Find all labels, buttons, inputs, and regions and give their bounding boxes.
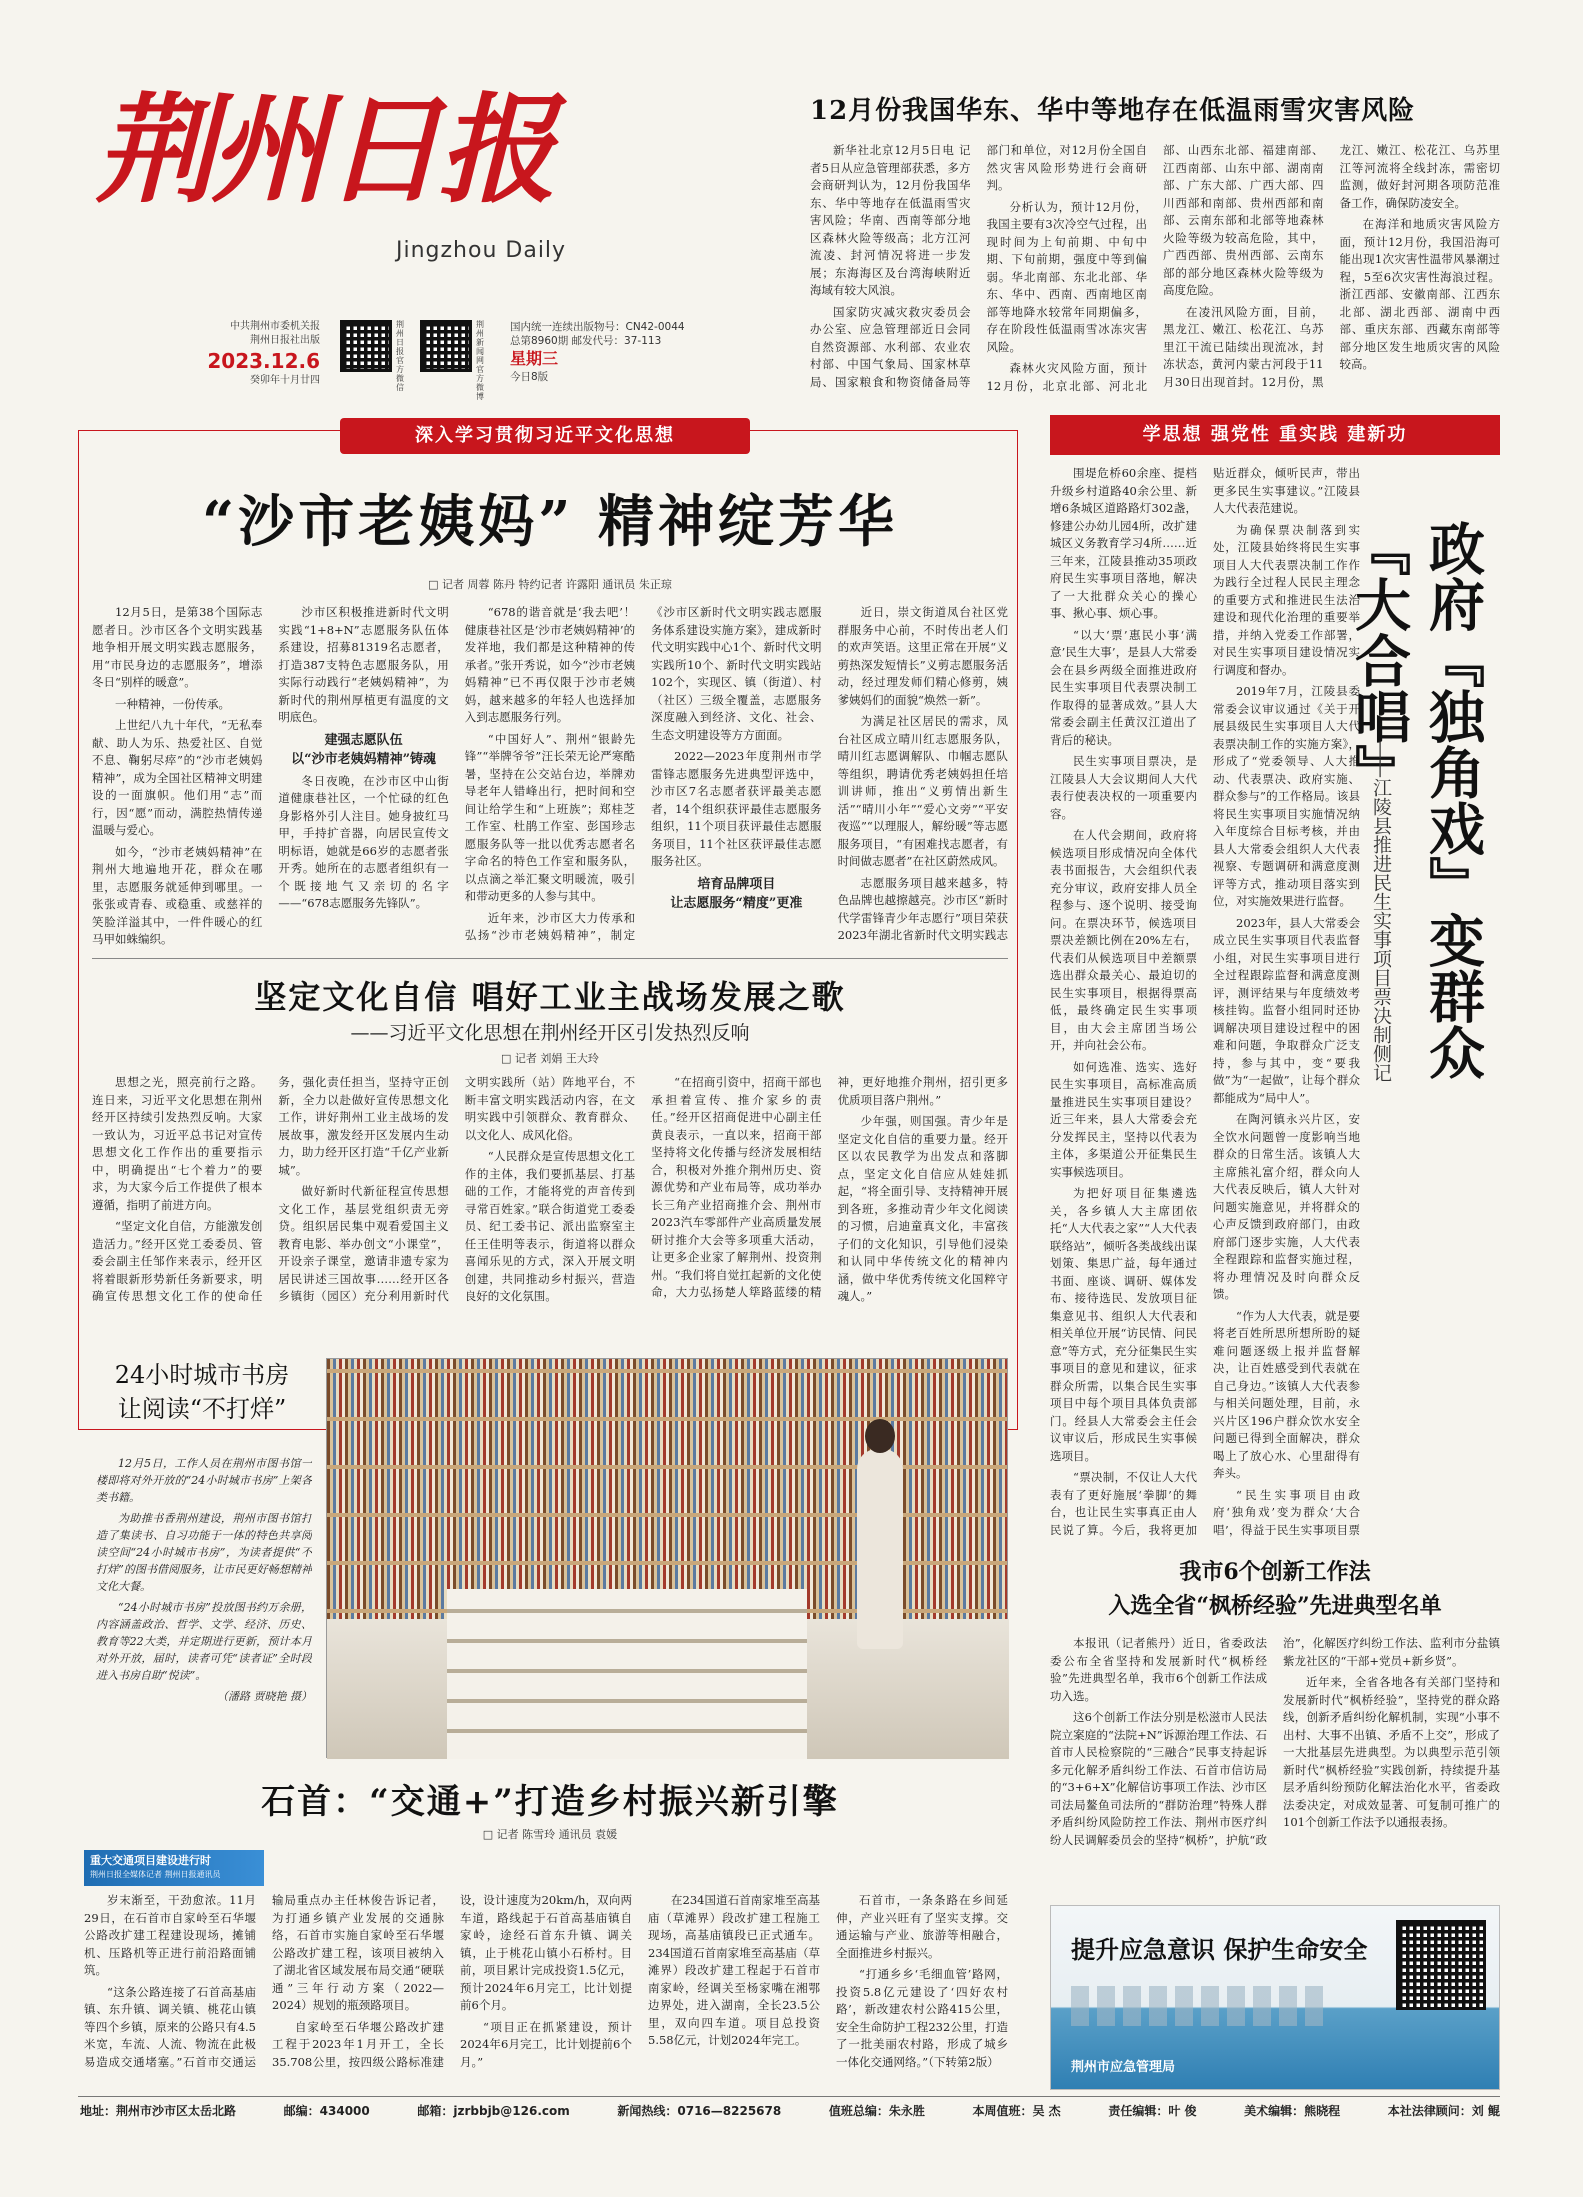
librarian-figure <box>857 1449 903 1649</box>
top-news-para: 国家防灾减灾救灾委员会办公室、应急管理部近日会同自然资源部、水利部、农业农村部、中国气象局、国家林草局、国家粮食和物资储备局等部门和单位，对12月份全国自然灾害风险形势进行会商研判。 <box>810 143 1147 389</box>
sidebar-para: “民生实事项目由政府‘独角戏’变为群众‘大合唱’，得益于民生实事项目票 <box>1213 1487 1360 1537</box>
feature-para: 如今，“沙市老姨妈精神”在荆州大地遍地开花，群众在哪里，志愿服务就延伸到哪里。一张张或青春、或稳重、或慈祥的笑脸洋溢其中，一件件暖心的红马甲如蛛编织。 <box>92 844 263 946</box>
village-para: 石首市，一条条路在乡间延伸，产业兴旺有了坚实支撑。交通运输与产业、旅游等相融合，全面推进乡村振兴。 <box>836 1893 1008 1960</box>
reading-steps <box>447 1589 807 1759</box>
village-headline[interactable]: 石首：“交通+”打造乡村振兴新引擎 <box>261 1782 839 1822</box>
sidebar-para: “作为人大代表，就是要将老百姓所思所想所盼的疑难问题逐级上报并监督解决，让百姓感受到代表就在自己身边。”该镇人大代表参与相关问题处理，目前，永兴片区196户群众饮水安全问题已得到全面解决，群众喝上了放心水、心里甜得有奔头。 <box>1213 1308 1360 1480</box>
sidebar-body <box>1050 465 1360 1555</box>
top-news <box>810 90 1500 425</box>
sidebar-banner-text: 学思想 强党性 重实践 建新功 <box>1142 424 1408 445</box>
culture-byline: □ 记者 刘娟 王大玲 <box>501 1052 599 1065</box>
village-inline-banner-title: 重大交通项目建设进行时 <box>90 1854 211 1867</box>
sidebar-para: 民生实事项目票决，是江陵县人大会议期间人大代表行使表决权的一项重要内容。 <box>1050 754 1197 821</box>
feature-para: 志愿服务项目越来越多，特色品牌也越擦越亮。沙市区“新时代学雷锋青少年志愿行”项目荣获2023年湖北省新时代文明实践志 <box>837 875 1008 942</box>
sidebar-para: 在人代会期间，政府将候选项目形成情况向全体代表书面报告，大会组织代表充分审议，政府安排人员全程参与、逐个说明、接受询问。在票决环节，候选项目票决差额比例在20%左右，代表们从候选项目中差额票选出群众最关心、最迫切的民生实事项目，根据得票高低，最终确定民生实事项目，由大会主席团当场公开，并向社会公布。 <box>1050 828 1197 1052</box>
top-news-para: 在凌汛风险方面，目前，黑龙江、嫩江、松花江、乌苏里江干流已陆续出现流冰，封冻状态，黄河内蒙古河段于11月30日出现首封。12月份，黑龙江、嫩江、松花江、乌苏里江等河流将全线封冻，需密切监测，做好封河期各项防范准备工作，确保防凌安全。 <box>1163 143 1500 389</box>
feature-banner <box>340 418 750 454</box>
footer-duty-editor: 本周值班：吴 杰 <box>972 2104 1061 2118</box>
sidebar-para: 为把好项目征集遴选关，各乡镇人大主席团依托“人大代表之家”“人大代表联络站”，倾听各类战线出谋划策、集思广益，每年通过书面、座谈、调研、媒体发布、接待选民、发放项目征集意见书、组织人大代表和相关单位开展“访民情、问民意”等方式，充分征集民生实事项目的意见和建议，征求群众所需，以集合民生实事项目中每个项目具体负责部门。经县人大常委会主任会议审议后，形成民生实事候选项目。 <box>1050 1186 1197 1463</box>
bookstore-photo[interactable] <box>326 1358 1008 1758</box>
footer-hotline: 新闻热线：0716—8225678 <box>617 2104 782 2118</box>
footer-editor: 责任编辑：叶 俊 <box>1108 2104 1197 2118</box>
cn-number: 国内统一连续出版物号：CN42-0044 <box>510 321 685 333</box>
bookstore-caption-para: “24小时城市书房”投放图书约万余册，内容涵盖政治、哲学、文学、经济、历史、教育等22大类，并定期进行更新，预计本月对外开放，届时，读者可凭“读者证”全时段进入书房自助“悦读”。 <box>96 1601 312 1682</box>
footer-email[interactable]: 邮箱：jzrbbjb@126.com <box>417 2104 570 2118</box>
culture-para: 少年强，则国强。青少年是坚定文化自信的重要力量。经开区以农民教学为出发点和落脚点，坚定文化自信应从娃娃抓起，“将全面引导、支持精神开展到各班，多推动青少年文化阅读的习惯，启迪童真文化，丰富孩子们的文化知识，引导他们浸染和认同中华传统文化的精神内涵，做中华优秀传统文化国粹守魂人。” <box>837 1114 1008 1303</box>
sidebar-title-line: 变群众 <box>1420 912 1486 1080</box>
today-pages: 今日8版 <box>510 371 549 383</box>
top-news-body <box>810 142 1500 422</box>
qr-caption-wechat: 荆州日报官方微信 <box>396 320 404 392</box>
fengqiao-headline[interactable]: 我市6个创新工作法 入选全省“枫桥经验”先进典型名单 <box>1108 1559 1442 1619</box>
culture-para: “人民群众是宣传思想文化工作的主体，我们要抓基层、打基础的工作，才能将党的声音传到寻常百姓家。”联合街道党工委委员、纪工委书记、派出监察室主任王佳明等表示，街道将以群众喜闻乐见的方式，深入开展文明创建，共同推动乡村振兴，营造良好的文化氛围。 <box>464 1149 636 1303</box>
village-body <box>84 1892 1008 2087</box>
fengqiao-body <box>1050 1635 1500 1895</box>
feature-para: 为满足社区居民的需求，凤台社区成立晴川红志愿服务队，晴川红志愿调解队、巾帼志愿队等组织，聘请优秀老姨妈担任培训讲师，推出“义剪情出新生活”“晴川小年”“爱心文旁”“平安夜巡”“以理服人，解纷暖”等志愿服务项目，“有困难找志愿者，有时间做志愿者”在社区蔚然成风。 <box>837 714 1008 868</box>
sidebar-title-line: 政府 <box>1420 520 1486 632</box>
safety-ad-qr[interactable] <box>1396 1920 1486 2010</box>
top-news-para: 分析认为，预计12月份，我国主要有3次冷空气过程，出现时间为上旬前期、中旬中期、下旬前期，强度中等到偏弱。华北南部、东北北部、华东、华中、西南、西南地区南部等地降水较常年同期偏多，存在阶段性低温雨雪冰冻灾害风险。 <box>986 199 1147 354</box>
feature-para: 上世纪八九十年代，“无私奉献、助人为乐、热爱社区、自觉不息、鞠躬尽瘁”的“沙市老姨妈精神”，成为全国社区精神文明建设的一面旗帜。他们用“志”而行，因“愿”而动，满腔热情传递温暖与爱心。 <box>92 718 263 837</box>
sidebar-para: 2023年，县人大常委会成立民生实事项目代表监督小组，对民生实事项目进行全过程跟踪监督和满意度测评，测评结果与年度绩效考核挂钩。监督小组同时还协调解决项目建设过程中的困难和问题，争取群众广泛支持，参与其中，变“要我做”为“一起做”，让每个群众都能成为“局中人”。 <box>1213 915 1360 1105</box>
logo: 荆州日报 <box>96 80 553 219</box>
culture-headline[interactable]: 坚定文化自信 唱好工业主战场发展之歌 <box>254 978 846 1016</box>
footer-legal: 本社法律顾问：刘 鲲 <box>1387 2104 1500 2118</box>
sidebar-para: 为确保票决制落到实处，江陵县始终将民生实事项目人大代表票决制工作作为践行全过程人民民主理念的重要方式和推进民生法治建设和现代化治理的重要举措，并纳入党委工作部署，对民生实事项目建设情况实行调度和督办。 <box>1213 522 1360 677</box>
logo-pinyin: Jingzhou Daily <box>396 238 567 263</box>
sidebar-para: 如何选准、选实、选好民生实事项目，高标准高质量推进民生实事项目建设？近三年来，县人大常委会充分发挥民主，坚持以代表为主体，多渠道公开征集民生实事候选项目。 <box>1050 1059 1197 1179</box>
fengqiao-para: 本报讯（记者熊丹）近日，省委政法委公布全省坚持和发展新时代“枫桥经验”先进典型名单，我市6个创新工作法成功入选。 <box>1050 1636 1267 1703</box>
culture-para: 思想之光，照亮前行之路。连日来，习近平文化思想在荆州经开区持续引发热烈反响。大家一致认为，习近平总书记对宣传思想文化工作作出的重要指示中，明确提出“七个着力”的要求，为大家今后工作提供了根本遵循，指明了前进方向。 <box>92 1075 263 1212</box>
feature-subhead: 建强志愿队伍 以“沙市老姨妈精神”铸魂 <box>291 732 437 767</box>
feature-banner-text: 深入学习贯彻习近平文化思想 <box>415 425 675 446</box>
feature-para: 冬日夜晚，在沙市区中山街道健康巷社区，一个忙碌的红色身影格外引人注目。她身披红马甲，手持扩音器，向居民宣传文明标语，她就是66岁的志愿者张开秀。她所在的志愿者组织有一个既接地气又亲切的名字——“678志愿服务先锋队”。 <box>278 773 449 910</box>
footer-art-editor: 美术编辑：熊晓程 <box>1244 2104 1341 2118</box>
bookstore-headline[interactable]: 24小时城市书房 让阅读“不打烊” <box>114 1361 290 1423</box>
sidebar-title-line: 『独角戏』 <box>1420 632 1486 912</box>
bookstore-caption-lead: 12月5日，工作人员在荆州市图书馆一楼即将对外开放的“24小时城市书房”上架各类书籍。 <box>96 1457 312 1504</box>
sidebar-para: “以大‘票’惠民小事‘满意’民生大事’，是县人大常委会在县乡两级全面推进政府民生实事项目代表票决制工作取得的显著成效。”县人大常委会副主任黄汉江道出了背后的秘诀。 <box>1050 627 1197 747</box>
culture-para: 做好新时代新征程宣传思想文化工作，基层党组织责无旁贷。组织居民集中观看爱国主义教育电影、举办创文“小课堂”，开设亲子课堂，邀请非遗专家为居民讲述三国故事……经开区各乡镇街（园区）充分利用新时代文明实践所（站）阵地平台，不断丰富文明实践活动内容，在文明实践中引领群众、教育群众、以文化人、成风化俗。 <box>278 1075 636 1303</box>
village-para: 自家岭至石华堰公路改扩建工程于2023年1月开工，全长35.708公里，按四级公路标准建设，设计速度为20km/h，双向两车道，路线起于石首高基庙镇自家岭，途经石首东升镇、调关镇，止于桃花山镇小石桥村。目前，项目累计完成投资1.5亿元，预计2024年6月完工，比计划提前6个月。 <box>272 1893 632 2069</box>
footer <box>80 2102 1500 2126</box>
divider <box>92 958 1008 959</box>
feature-para: 近日，崇文街道凤台社区党群服务中心前，不时传出老人们的欢声笑语。这里正常在开展“义剪热深发短情长”义剪志愿服务活动，经过理发师们精心修剪，姨爹姨妈们的面貌“焕然一新”。 <box>837 605 1008 707</box>
footer-chief-editor: 值班总编：朱永胜 <box>828 2104 925 2118</box>
sidebar-para: 2019年7月，江陵县委常委会议审议通过《关于开展县级民生实事项目人大代表票决制工作的实施方案》，形成了“党委领导、人大推动、代表票决、政府实施、群众参与”的工作格局。该县将民生实事项目实施情况纳入年度综合目标考核，并由县人大常委会组织人大代表视察、专题调研和满意度测评等方式，推动项目落实到位，对实施效果进行监督。 <box>1213 684 1360 908</box>
village-para: 岁末渐至，干劲愈浓。11月29日，在石首市自家岭至石华堰公路改扩建工程建设现场，摊铺机、压路机等正进行前沿路面铺筑。 <box>84 1893 256 1977</box>
top-news-para: 在海洋和地质灾害风险方面，预计12月份，我国沿海可能出现1次灾害性温带风暴潮过程，5至6次灾害性海浪过程。浙江西部、安徽南部、江西东北部、湖北西部、湖南中西部、重庆东部、西藏东南部等部分地区发生地质灾害的风险较高。 <box>1339 217 1500 371</box>
sidebar-para: 围堤危桥60余座、提档升级乡村道路40余公里、新增6条城区道路路灯302盏，修建公办幼儿园4所，改扩建城区义务教育学习4所……近三年来，江陵县推动35项政府民生实事项目落地，解决了一大批群众关心的操心事、揪心事、烦心事。 <box>1050 466 1197 620</box>
qr-code-wechat[interactable] <box>340 320 392 372</box>
feature-byline: □ 记者 周蓉 陈丹 特约记者 许露阳 通讯员 朱正琼 <box>428 578 672 591</box>
photo-credit: （潘路 贾晓艳 摄） <box>217 1690 312 1703</box>
culture-subheadline: ——习近平文化思想在荆州经开区引发热烈反响 <box>350 1022 750 1044</box>
village-inline-banner <box>84 1850 264 1886</box>
weekday: 星期三 <box>510 349 559 368</box>
top-news-para: 新华社北京12月5日电 记者5日从应急管理部获悉，多方会商研判认为，12月份我国华东、华中等地存在低温雨雪灾害风险；华南、西南等部分地区森林火险等级高；北方江河流凌、封河情况将进一步发展；东海海区及台湾海峡附近海域有较大风浪。 <box>810 143 971 297</box>
culture-body <box>92 1074 1008 1324</box>
sidebar-para: 在陶河镇永兴片区，安全饮水问题曾一度影响当地群众的日常生活。该镇人大主席熊礼富介绍，群众向人大代表反映后，镇人大针对问题实施意见，并将群众的心声反馈到政府部门，由政府部门逐步实施，人大代表全程跟踪和监督实施过程，将办理情况及时向群众反馈。 <box>1213 1112 1360 1301</box>
culture-para: “在招商引资中，招商干部也承担着宣传、推介家乡的责任。”经开区招商促进中心副主任黄良表示，一直以来，招商干部坚持将文化传播与经济发展相结合，积极对外推介荆州历史、资源优势和产业布局等，成功举办长三角产业招商推介会、荆州市2023汽车零部件产业高质量发展研讨推介大会等多项重大活动，让更多企业家了解荆州、投资荆州。“我们将自觉扛起新的文化使命，大力弘扬楚人筚路蓝缕的精神，更好地推介荆州，招引更多优质项目落户荆州。” <box>651 1075 1008 1299</box>
village-para: “打通乡乡‘毛细血管’路网，投资5.8亿元建设了‘四好农村路’，新改建农村公路415公里，安全生命防护工程232公里，打造了一批美丽农村路，形成了城乡一体化交通网络。”（下转第2版） <box>836 1967 1008 2069</box>
village-byline: □ 记者 陈雪玲 通讯员 袁媛 <box>482 1828 618 1841</box>
village-inline-banner-sub: 荆州日报全媒体记者 荆州日报通讯员 <box>90 1870 221 1879</box>
safety-ad-org: 荆州市应急管理局 <box>1071 2060 1176 2075</box>
masthead-info <box>190 320 810 404</box>
issue-number: 总第8960期 邮发代号：37-113 <box>510 335 662 347</box>
sidebar-para: “票决制，不仅让人大代表有了更好施展‘拳脚’的舞台，也让民生实事真正由人民说了算。今后，我将更加贴近群众，倾听民声，带出更多民生实事建议。”江陵县人大代表范建说。 <box>1050 466 1360 1537</box>
lunar-date: 癸卯年十月廿四 <box>250 375 320 386</box>
village-para: “这条公路连接了石首高基庙镇、东升镇、调关镇、桃花山镇等四个乡镇，原来的公路只有4.5米宽，车流、人流、物流在此极易造成交通堵塞。”石首市交通运输局重点办主任林俊告诉记者，为打通乡镇产业发展的交通脉络，石首市实施自家岭至石华堰公路改扩建工程，该项目被纳入了湖北省区域发展布局交通“硬联通”三年行动方案（2022—2024）规划的瓶颈路项目。 <box>84 1893 444 2069</box>
librarian-head <box>865 1419 895 1453</box>
feature-body <box>92 604 1008 949</box>
sidebar-title-line: 『大合唱』 <box>1346 520 1412 800</box>
qr-caption-weibo: 荆州新闻网官方微博 <box>476 320 484 401</box>
feature-para: 沙市区积极推进新时代文明实践“1+8+N”志愿服务队伍体系建设，招募81319名志愿者，打造387支特色志愿服务队，用实际行动践行“老姨妈精神”，为新时代的荆州厚植更有温度的文明底色。 <box>278 605 449 724</box>
feature-subhead: 培育品牌项目 让志愿服务“精度”更准 <box>670 876 803 911</box>
safety-ad-slogan: 提升应急意识 保护生命安全 <box>1071 1935 1368 1964</box>
feature-para: 12月5日，是第38个国际志愿者日。沙市区各个文明实践基地争相开展文明实践志愿服务，用“市民身边的志愿服务”，增添冬日“别样的暖意”。 <box>92 605 263 689</box>
publisher-line1: 中共荆州市委机关报 <box>230 321 320 332</box>
footer-postcode: 邮编：434000 <box>283 2104 370 2118</box>
village-para: 在234国道石首南家堆至高基庙（草滩界）段改扩建工程施工现场，高基庙镇段已正式通车。234国道石首南家堆至高基庙（草滩界）段改扩建工程起于石首市南家岭，经调关至杨家嘴在湘鄂边界处，进入湖南，全长23.5公里，双向四车道。项目总投资5.58亿元，计划2024年完工。 <box>648 1893 820 2047</box>
fengqiao-para: 这6个创新工作法分别是松滋市人民法院立案庭的“法院+N”诉源治理工作法、石首市人民检察院的“三融合”民事支持起诉多元化解矛盾纠纷工作法、石首市信访局的“3+6+X”化解信访事项工作法、沙市区司法局鳌鱼司法所的“群防治理”特殊人群矛盾纠纷风险防控工作法、荆州市医疗纠纷人民调解委员会的坚持“枫桥”，护航“政治”，化解医疗纠纷工作法、监利市分盐镇紫龙社区的“干部+党员+新乡贤”。 <box>1050 1636 1500 1847</box>
bookstore-caption-para: 为助推书香荆州建设，荆州市图书馆打造了集读书、自习功能于一体的特色共享阅读空间“24小时城市书房”，为读者提供“不打烊”的图书借阅服务，让市民更好畅想精神文化大餐。 <box>96 1512 312 1593</box>
footer-rule <box>78 2096 1500 2097</box>
publisher-line2: 荆州日报社出版 <box>250 335 320 346</box>
qr-code-weibo[interactable] <box>420 320 472 372</box>
culture-para: “坚定文化自信，方能激发创造活力。”经开区党工委委员、管委会副主任邹作来表示，经开区将着眼新形势新任务新要求，明确宣传思想文化工作的使命任务，强化责任担当，坚持守正创新，全力以赴做好宣传思想文化工作，讲好荆州工业主战场的发展故事，激发经开区发展内生动力，助力经开区打造“千亿产业新城”。 <box>92 1075 449 1303</box>
feature-para: “中国好人”、荆州“银龄先锋”“举牌爷爷”汪长荣无论严寒酷暑，坚持在公交站台边，举牌劝导老年人错峰出行，把时间和空间让给学生和“上班族”；郑桂芝工作室、杜鹃工作室、彭国珍志愿服务队等一批以优秀志愿者名字命名的特色工作室和服务队，以点滴之举汇聚文明暖流，吸引和带动更多的人参与其中。 <box>464 731 636 903</box>
fengqiao-para: 近年来，全省各地各有关部门坚持和发展新时代“枫桥经验”，坚持党的群众路线，创新矛盾纠纷化解机制，实现“小事不出村、大事不出镇、矛盾不上交”，形成了一大批基层先进典型。为以典型示范引领新时代“枫桥经验”实践创新，持续提升基层矛盾纠纷预防化解法治化水平，省委政法委决定，对成效显著、可复制可推广的101个创新工作法予以通报表扬。 <box>1283 1675 1500 1829</box>
feature-headline[interactable]: “沙市老姨妈” 精神绽芳华 <box>202 489 898 555</box>
safety-ad[interactable] <box>1050 1905 1500 2090</box>
issue-date: 2023.12.6 <box>207 349 320 373</box>
bookstore-caption <box>96 1455 312 1755</box>
sidebar-banner <box>1050 415 1500 455</box>
feature-para: 一种精神，一份传承。 <box>115 696 230 711</box>
top-news-para: 森林火灾风险方面，预计12月份，北京北部、河北北部、山西东北部、福建南部、江西南部、山东中部、湖南南部、广东大部、广西大部、四川西部和南部、贵州西部和南部、云南东部和北部等地森林火险等级为较高危险，其中，广西西部、贵州西部、云南东部的部分地区森林火险等级为高度危险。 <box>986 143 1324 393</box>
top-news-headline[interactable]: 12月份我国华东、华中等地存在低温雨雪灾害风险 <box>810 96 1416 126</box>
sidebar-subtitle: ——江陵县推进民生实事项目票决制侧记 <box>1370 740 1392 1082</box>
safety-ad-buildings <box>1071 1986 1331 2026</box>
feature-para: 2022—2023年度荆州市学雷锋志愿服务先进典型评选中，沙市区7名志愿者获评最美志愿者，14个组织获评最佳志愿服务组织，11个项目获评最佳志愿服务项目，11个社区获评最佳志愿服务社区。 <box>651 749 822 868</box>
village-para: “项目正在抓紧建设，预计2024年6月完工，比计划提前6个月。” <box>460 2019 632 2069</box>
footer-address: 地址：荆州市沙市区太岳北路 <box>80 2104 237 2118</box>
feature-para: 近年来，沙市区大力传承和弘扬“沙市老姨妈精神”，制定《沙市区新时代文明实践志愿服务体系建设实施方案》，建成新时代文明实践中心1个、新时代文明实践所10个、新时代文明实践站102个，实现区、镇（街道）、村（社区）三级全覆盖，志愿服务深度融入到经济、文化、社会、生态文明建设等方方面面。 <box>464 605 822 942</box>
feature-para: “678的谐音就是‘我去吧’！健康巷社区是‘沙市老姨妈精神’的发祥地，我们都是这种精神的传承者。”张开秀说，如今“沙市老姨妈精神”已不再仅限于沙市老姨妈，越来越多的年轻人也选择加入到志愿服务行列。 <box>464 605 636 724</box>
